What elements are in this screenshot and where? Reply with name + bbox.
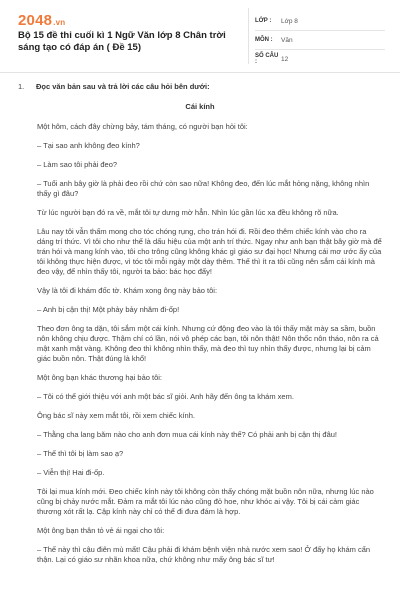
passage-paragraph: Một ông bạn khác thương hại bảo tôi: (37, 373, 163, 382)
passage-paragraph: – Viễn thị! Hai đi-ốp. (37, 468, 105, 477)
passage-paragraph: – Thằng cha lang băm nào cho anh đơn mua cái kính này thế? Có phải anh bị cận thị đâu! (37, 430, 337, 439)
passage-paragraph: – Anh bị cận thị! Một phảy bảy nhăm đi-ốp! (37, 305, 180, 314)
passage-body (37, 122, 382, 574)
passage-paragraph: Một ông bạn thân tỏ vẻ ái ngại cho tôi: (37, 526, 165, 535)
passage-paragraph: Một hôm, cách đây chừng bảy, tám tháng, có người bạn hỏi tôi: (37, 122, 248, 131)
passage-paragraph: Tôi lại mua kính mới. Đeo chiếc kính này tôi không còn thấy chóng mặt buồn nôn nữa, nhưng lúc nào cũng bị chảy nước mắt. Đảm ra mắt tôi lúc nào cũng đỏ hoe, như khóc ai vậy. Tôi bị cái cảm giác thương xót rất lạ. Cập kính này chỉ có thể đi đưa đám là hợp. (37, 487, 374, 516)
passage-paragraph: – Thế này thì cậu điên mù mất! Cậu phải đi khám bệnh viện nhà nước xem sao! Ở đấy họ khám cẩn thận. Lại có giáo sư nhãn khoa nữa, chứ không như mấy ông bác sĩ tư! (37, 545, 371, 564)
passage-paragraph: Theo đơn ông ta dặn, tôi sắm một cái kính. Nhưng cứ động đeo vào là tôi thấy mặt mày sa sầm, buồn nôn không chịu được. Thậm chí có lần, nói vô phép các bạn, tôi nôn thật! Nôn thốc nôn tháo, nôn ra cả mật xanh mật vàng. Không đeo thì không nhìn thấy, mà đeo thì tuy nhìn thấy được, nhưng lại bị cảm giác buồn nôn. Thật đúng là khổ! (37, 324, 379, 363)
meta-panel (255, 12, 385, 68)
passage-paragraph: – Tuổi anh bây giờ là phải đeo rồi chứ còn sao nữa! Không đeo, đến lúc mắt hỏng nặng, không nhìn thấy gì đâu? (37, 179, 370, 198)
site-logo[interactable]: 2048.vn (18, 12, 66, 29)
passage-paragraph: Ông bác sĩ này xem mắt tôi, rồi xem chiếc kính. (37, 411, 195, 420)
meta-value: 12 (281, 55, 289, 63)
meta-row-count (255, 50, 385, 68)
page-header (0, 0, 400, 73)
meta-value: Văn (281, 36, 293, 44)
question-prompt: Đọc văn bản sau và trả lời các câu hỏi bên dưới: (36, 82, 210, 91)
meta-label: SỐ CÂU : (255, 53, 279, 65)
header-divider (248, 8, 249, 64)
passage-paragraph: – Thế thì tôi bị làm sao ạ? (37, 449, 124, 458)
meta-label: MÔN : (255, 37, 273, 43)
passage-paragraph: – Tôi có thể giới thiệu với anh một bác sĩ giỏi. Anh hãy đến ông ta khám xem. (37, 392, 294, 401)
page-title: Bộ 15 đề thi cuối kì 1 Ngữ Văn lớp 8 Chân trời sáng tạo có đáp án ( Đề 15) (18, 30, 226, 53)
passage-paragraph: – Tại sao anh không đeo kính? (37, 141, 140, 150)
meta-row-subject (255, 31, 385, 50)
passage-title: Cái kính (185, 102, 215, 111)
meta-label: LỚP : (255, 18, 272, 24)
meta-value: Lớp 8 (281, 17, 298, 25)
question-number: 1. (18, 82, 25, 91)
passage-paragraph: – Làm sao tôi phải đeo? (37, 160, 118, 169)
passage-paragraph: Lâu nay tôi vẫn thấm mong cho tóc chóng rụng, cho trán hói đi. Rồi đeo thêm chiếc kính vào cho ra dáng trí thức. Vì tôi cho như thế là dấu hiệu của một anh trí thức. Ngay như anh bạn thật bây giờ mà để trán hói và mang kính vào, tôi cho trông cũng không khác gì giáo sư đại học! Nhưng cái mơ ước ấy của tôi không thực hiện được, vì tóc tôi mỗi ngày một dày thêm. Thế thì ít ra tôi cũng nên sắm cái kính mà đeo vậy, để nhìn thấy tôi, người ta bảo: bác học đấy! (37, 227, 382, 276)
meta-row-class (255, 12, 385, 31)
passage-paragraph: Vậy là tôi đi khám đốc tờ. Khám xong ông này bảo tôi: (37, 286, 218, 295)
passage-paragraph: Từ lúc người bạn đó ra về, mắt tôi tự dưng mờ hẳn. Nhìn lúc gần lúc xa đều không rõ nữa. (37, 208, 339, 217)
